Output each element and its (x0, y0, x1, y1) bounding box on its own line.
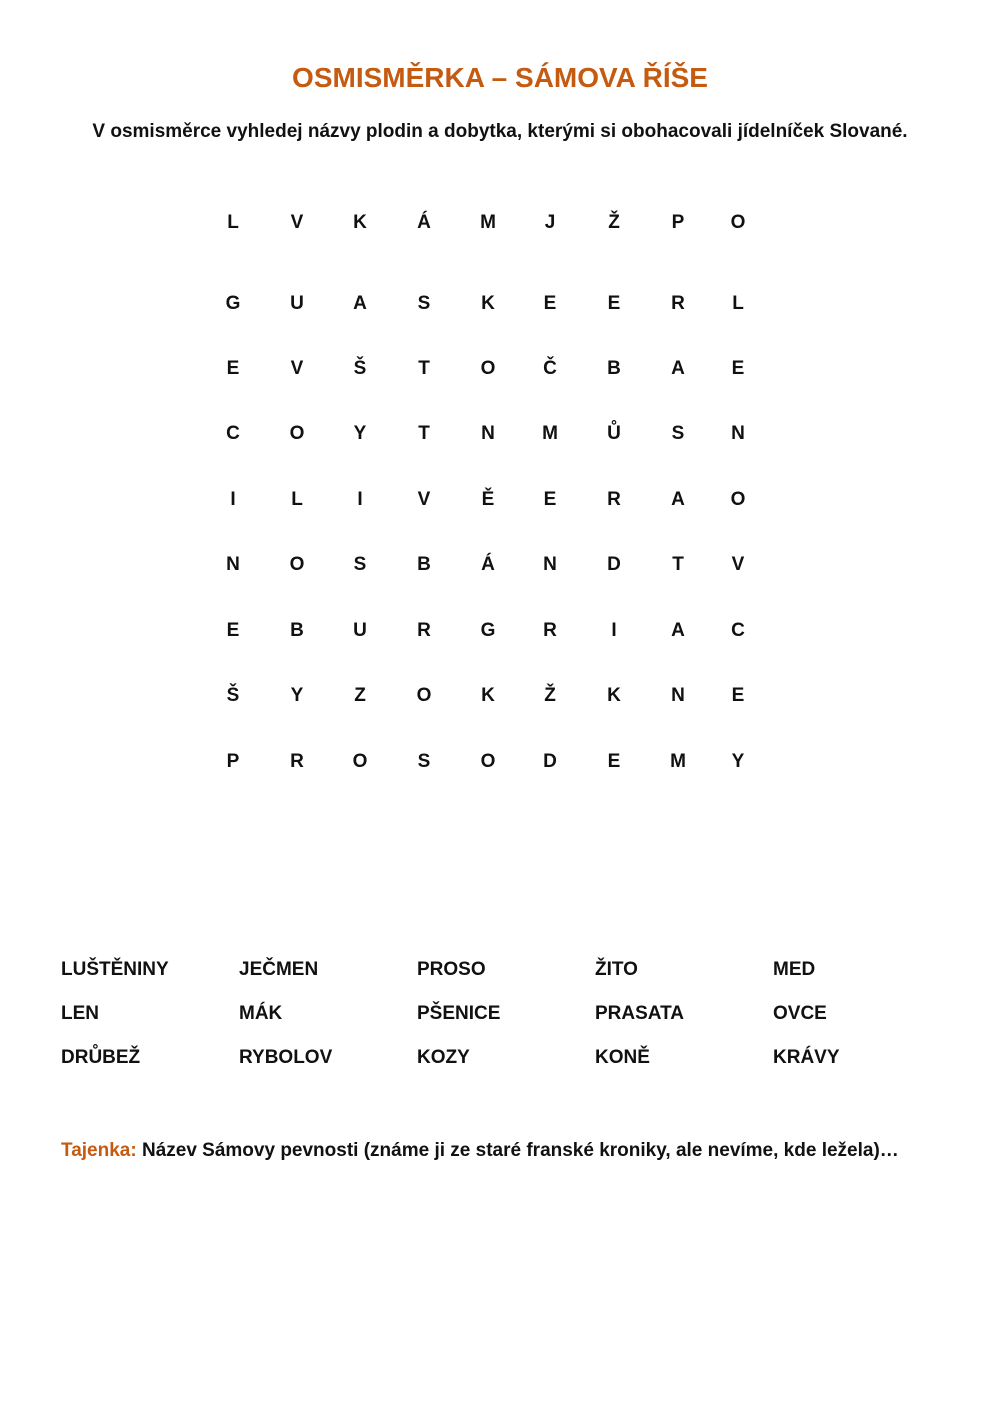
grid-cell: A (671, 489, 685, 510)
grid-cell: Ů (607, 423, 621, 444)
word-list-item: MÁK (239, 1003, 283, 1024)
grid-cell: Č (543, 358, 557, 379)
grid-cell: O (289, 554, 305, 575)
grid-cell: E (607, 751, 621, 772)
word-list-item: RYBOLOV (239, 1047, 333, 1068)
grid-cell: E (226, 620, 240, 641)
grid-cell: T (418, 358, 430, 379)
grid-cell: T (418, 423, 430, 444)
instructions-text: V osmisměrce vyhledej názvy plodin a dobytka, kterými si obohacovali jídelníček Slované. (92, 121, 908, 142)
word-list-item: MED (773, 959, 816, 980)
grid-cell: V (290, 212, 304, 233)
grid-cell: R (417, 620, 431, 641)
word-list-item: KOZY (417, 1047, 470, 1068)
word-list-item: PROSO (417, 959, 486, 980)
grid-cell: Y (731, 751, 745, 772)
grid-cell: D (607, 554, 621, 575)
word-list-item: LUŠTĚNINY (61, 959, 169, 980)
grid-cell: R (543, 620, 557, 641)
grid-cell: B (290, 620, 304, 641)
word-list-item: OVCE (773, 1003, 827, 1024)
grid-cell: M (542, 423, 558, 444)
grid-cell: R (671, 293, 685, 314)
page-title: OSMISMĚRKA – SÁMOVA ŘÍŠE (292, 62, 708, 93)
word-list-item: KONĚ (595, 1047, 650, 1068)
grid-cell: G (225, 293, 241, 314)
grid-cell: N (731, 423, 745, 444)
grid-cell: R (290, 751, 304, 772)
grid-cell: A (671, 358, 685, 379)
grid-cell: Ž (608, 212, 620, 233)
grid-cell: L (227, 212, 239, 233)
grid-cell: E (543, 489, 557, 510)
grid-cell: J (544, 212, 556, 233)
tajenka-text: Název Sámovy pevnosti (známe ji ze staré franské kroniky, ale nevíme, kde ležela)… (136, 1140, 899, 1161)
grid-cell: A (353, 293, 367, 314)
grid-cell: Á (481, 554, 495, 575)
word-list-item: KRÁVY (773, 1047, 840, 1068)
grid-cell: C (731, 620, 745, 641)
grid-cell: O (730, 489, 746, 510)
word-list-item: PRASATA (595, 1003, 685, 1024)
grid-cell: M (670, 751, 686, 772)
grid-cell: R (607, 489, 621, 510)
grid-cell: Y (353, 423, 367, 444)
grid-cell: O (352, 751, 368, 772)
grid-cell: O (480, 358, 496, 379)
grid-cell: C (226, 423, 240, 444)
grid-cell: G (480, 620, 496, 641)
grid-cell: D (543, 751, 557, 772)
grid-cell: V (290, 358, 304, 379)
word-list-item: LEN (61, 1003, 99, 1024)
tajenka-label: Tajenka: (61, 1140, 137, 1161)
grid-cell: N (543, 554, 557, 575)
grid-cell: Ě (481, 489, 495, 510)
grid-cell: N (481, 423, 495, 444)
tajenka-prompt (61, 1136, 921, 1166)
word-list-item: JEČMEN (239, 959, 319, 980)
grid-cell: U (353, 620, 367, 641)
grid-cell: S (671, 423, 685, 444)
grid-cell: P (226, 751, 240, 772)
word-list-item: PŠENICE (417, 1003, 501, 1024)
grid-cell: S (353, 554, 367, 575)
grid-cell: E (731, 685, 745, 706)
grid-cell: I (611, 620, 617, 641)
grid-cell: I (230, 489, 236, 510)
grid-cell: O (480, 751, 496, 772)
grid-cell: Š (226, 685, 240, 706)
grid-cell: Z (354, 685, 366, 706)
grid-cell: O (289, 423, 305, 444)
grid-cell: L (732, 293, 744, 314)
grid-cell: K (353, 212, 367, 233)
word-list-item: ŽITO (595, 959, 638, 980)
grid-cell: I (357, 489, 363, 510)
grid-cell: K (481, 685, 495, 706)
grid-cell: A (671, 620, 685, 641)
grid-cell: E (607, 293, 621, 314)
word-list-item: DRŮBEŽ (61, 1047, 141, 1068)
grid-cell: Ž (544, 685, 556, 706)
grid-cell: V (417, 489, 431, 510)
grid-cell: E (543, 293, 557, 314)
grid-cell: M (480, 212, 496, 233)
grid-cell: S (417, 751, 431, 772)
grid-cell: Š (353, 358, 367, 379)
grid-cell: V (731, 554, 745, 575)
grid-cell: B (417, 554, 431, 575)
grid-cell: E (226, 358, 240, 379)
grid-cell: E (731, 358, 745, 379)
grid-cell: O (730, 212, 746, 233)
grid-cell: O (416, 685, 432, 706)
grid-cell: P (671, 212, 685, 233)
grid-cell: Á (417, 212, 431, 233)
grid-cell: K (607, 685, 621, 706)
grid-cell: N (671, 685, 685, 706)
grid-cell: N (226, 554, 240, 575)
grid-cell: Y (290, 685, 304, 706)
grid-cell: T (672, 554, 684, 575)
grid-cell: S (417, 293, 431, 314)
grid-cell: B (607, 358, 621, 379)
grid-cell: K (481, 293, 495, 314)
grid-cell: L (291, 489, 303, 510)
grid-cell: U (290, 293, 304, 314)
